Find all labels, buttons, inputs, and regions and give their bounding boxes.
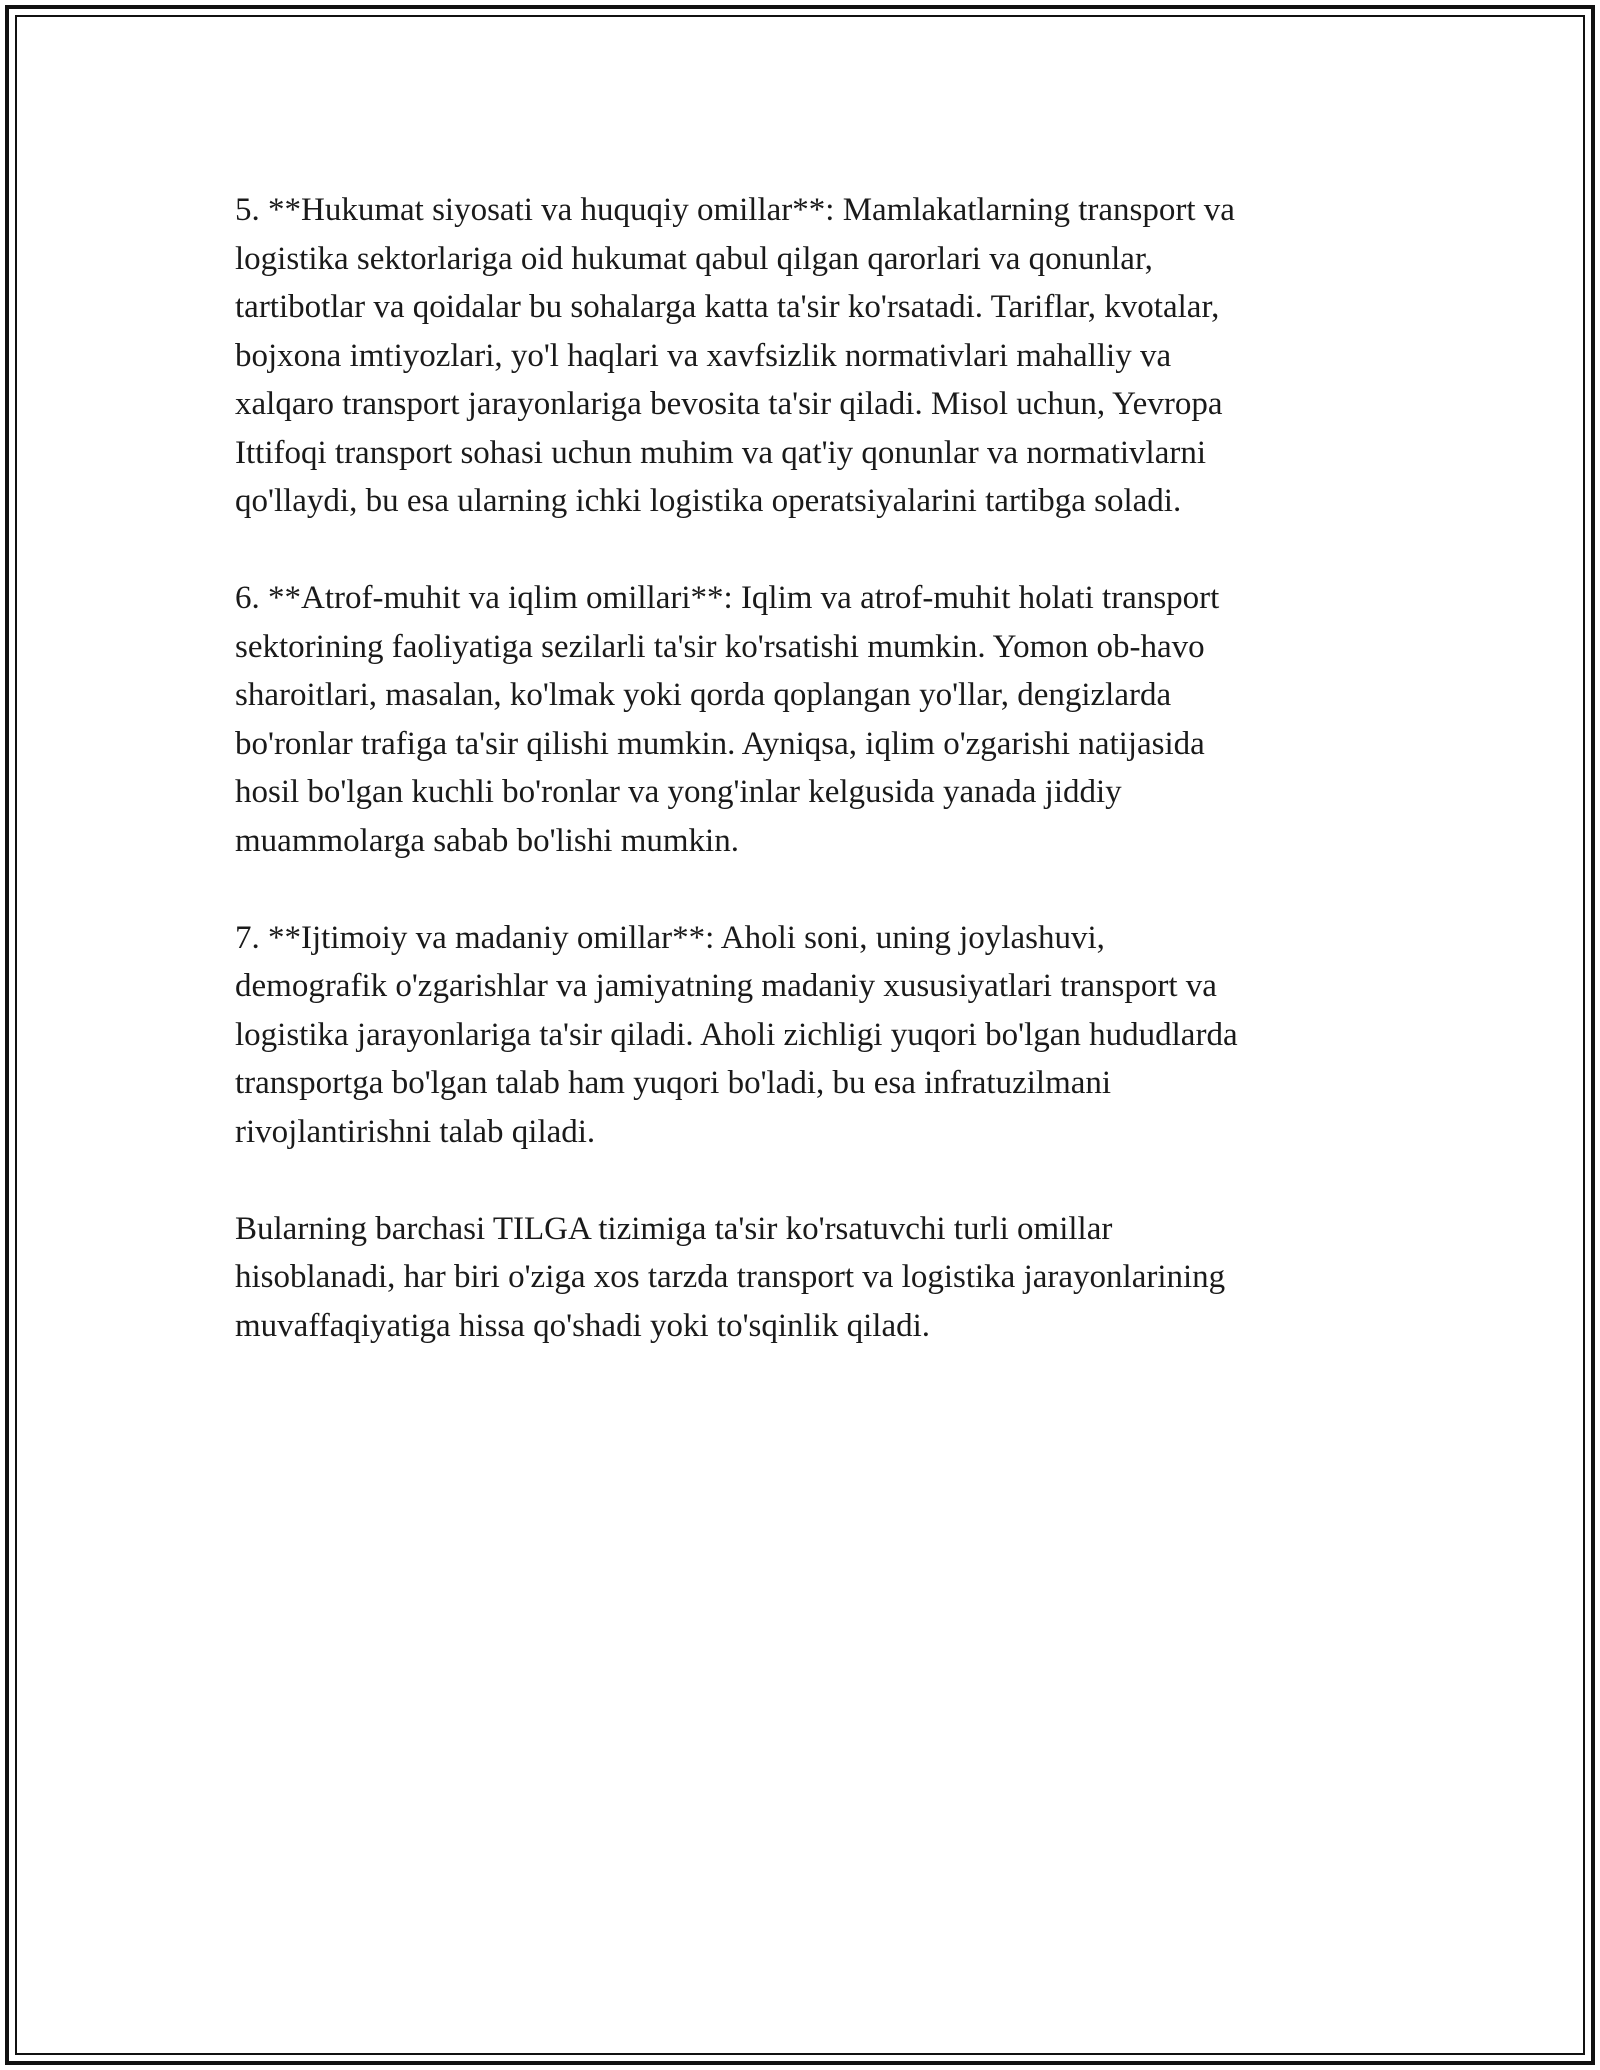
paragraph-conclusion: Bularning barchasi TILGA tizimiga ta'sir ko'rsatuvchi turli omillar hisoblanadi, har biri o'ziga xos tarzda transport va logistika jarayonlarining muvaffaqiyatiga hissa qo'shadi yoki to'sqinlik qiladi. bbox=[235, 1210, 1226, 1344]
paragraph-social-cultural-factors: 7. **Ijtimoiy va madaniy omillar**: Aholi soni, uning joylashuvi, demografik o'zgarishlar va jamiyatning madaniy xususiyatlari transport va logistika jarayonlariga ta'sir qiladi. Aholi zichligi yuqori bo'lgan hududlarda transportga bo'lgan talab ham yuqori bo'ladi, bu esa infratuzilmani rivojlantirishni talab qiladi. bbox=[235, 919, 1238, 1150]
paragraph-government-legal-factors: 5. **Hukumat siyosati va huquqiy omillar**: Mamlakatlarning transport va logistika sektorlariga oid hukumat qabul qilgan qarorlari va qonunlar, tartibotlar va qoidalar bu sohalarga katta ta'sir ko'rsatadi. Tariflar, kvotalar, bojxona imtiyozlari, yo'l haqlari va xavfsizlik normativlari mahalliy va xalqaro transport jarayonlariga bevosita ta'sir qiladi. Misol uchun, Yevropa Ittifoqi transport sohasi uchun muhim va qat'iy qonunlar va normativlarni qo'llaydi, bu esa ularning ichki logistika operatsiyalarini tartibga soladi. bbox=[235, 192, 1235, 519]
paragraph-environment-climate-factors: 6. **Atrof-muhit va iqlim omillari**: Iqlim va atrof-muhit holati transport sektorining faoliyatiga sezilarli ta'sir ko'rsatishi mumkin. Yomon ob-havo sharoitlari, masalan, ko'lmak yoki qorda qoplangan yo'llar, dengizlarda bo'ronlar trafiga ta'sir qilishi mumkin. Ayniqsa, iqlim o'zgarishi natijasida hosil bo'lgan kuchli bo'ronlar va yong'inlar kelgusida yanada jiddiy muammolarga sabab bo'lishi mumkin. bbox=[235, 580, 1220, 859]
document-body bbox=[235, 186, 1365, 1399]
